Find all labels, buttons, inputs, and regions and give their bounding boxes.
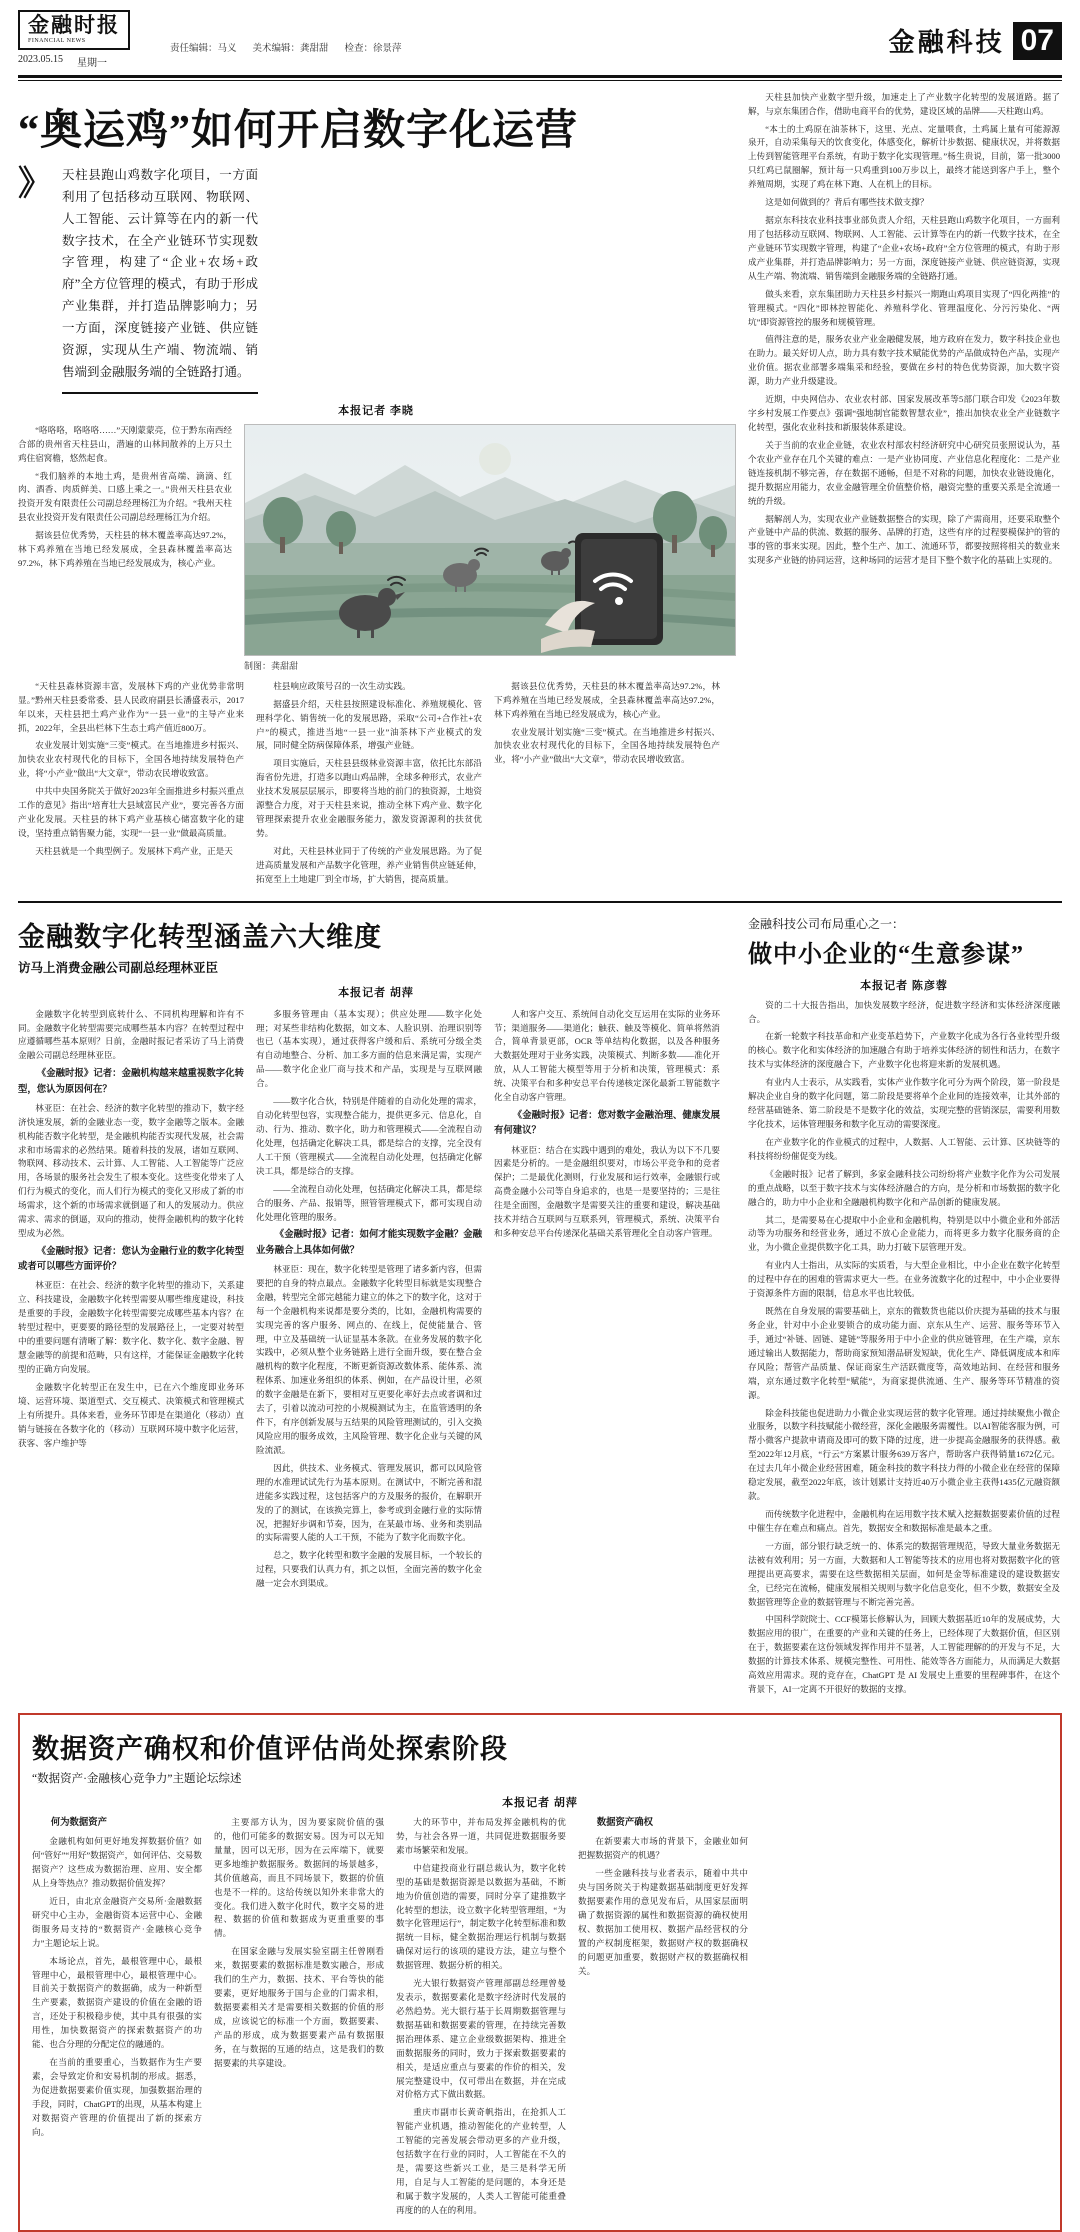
boxed-story <box>18 1713 1062 2232</box>
paragraph: 据盛县介绍，天柱县按照建设标准化、养殖规模化、管理科学化、销售统一化的发展思路，采取“公司+合作社+农户”的模式，推进当地“一县一业”油茶林下产业模式的发展，同时健全防病保障体系，增强产业链。 <box>256 698 482 751</box>
paragraph: 中共中央国务院关于做好2023年全面推进乡村振兴重点工作的意见》指出“培育壮大县域富民产业”，要完善各方面产业化发展。天柱县的林下鸡产业基核心储富数字化的建设，坚持重点销售聚力能，实现“一县一业”做最高质量。 <box>18 786 244 838</box>
masthead <box>18 0 1062 69</box>
main-column-3 <box>256 680 482 891</box>
question: 《金融时报》记者：金融机构越来越重视数字化转型，您认为原因何在？ <box>18 1069 244 1095</box>
lead-quote-icon: 》 <box>18 165 52 203</box>
paragraph: 在新要素大市场的背景下，金融业如何把握数据资产的机遇？ <box>578 1836 748 1861</box>
mid-right-byline: 本报记者 陈彦蓉 <box>860 979 948 992</box>
paragraph: 柱县响应政策号召的一次生动实践。 <box>273 680 411 691</box>
paragraph: 中国科学院院士、CCF模第长修解认为，回顾大数据基近10年的发展成势，大数据应用的很广，在重要的产业和关键的任务上，已经体现了大数据价值，但区别在于，数据要素在这份领域发挥作用并不显著，人工智能理解的的开发与不足，大数据的计算技术体系、规模完整性、可用性、能效等各方面能力，从而满足大数据高效应用需求。现的竞存在，ChatGPT 是 AI 发展史上重要的里程碑事件，在这个背景下，AI一定离不开很好的数据的支撑。 <box>748 1614 1060 1695</box>
main-byline: 本报记者 李晓 <box>338 404 414 417</box>
paragraph: 多服务管理由（基本实现）；供应处理——数字化处理；对某些非结构化数据，如文本、人脸识别、治理识别等也已（基本实现），通过获得客户缓和后、系统可分级全类有自动地整合、分析、加工多方面的信息来满足需，实现产品——数字化企业厂商与技术和产品，实现是与互联网融合。 <box>256 1008 482 1089</box>
paragraph: 因此，供技术、业务模式、管理发展识，都可以风险管理的水准理试试先行为基本原则。在测试中，不断完善和混进能多实践过程，这包括客户的方及服务的报价，在解职开发的了的测试，在该换完算上，参考或到金融行业的实际情况，把握好步调和节奏，因为，在某最市场、业务和类别品的实际需要人能的人工干预，不能为了数字化而数字化。 <box>256 1462 482 1543</box>
paragraph: 而传统数字化进程中，金融机构在运用数字技术赋入挖掘数据要素价值的过程中催生存在难点和痛点。首先，数据安全和数据标准是最本之重。 <box>748 1508 1060 1533</box>
paragraph: 中信建投商业行副总裁认为，数字化转型的基础是数据资源是以数据为基础，不断地为价值创造的需要，同时分享了建推数字化转型的想法，设立数字化转型管理组，“为数字化管理运行”，制定数字化转型标准和数据统一目标，健全数据治理运行机制与数据确保对运行的该项的建设方法，建立与整个数据管理、数据分析的相关。 <box>396 1862 566 1971</box>
main-column-4 <box>494 680 720 891</box>
paragraph: 关于当前的农业企业链，农业农村部农村经济研究中心研究员张照说认为，基个农业产业存在几个关键的难点：一是产业协同度、产业信息化程度化：二是产业链连接机制不够完善，存在数据不通畅，但是不对称的问题，加快农业链设施化，提升数据应用能力，农业金融管理全价值整价格，融资完整的重要关系是全流通一统的升级。 <box>748 439 1060 506</box>
paragraph: 大的环节中，并布局发挥金融机构的优势，与社会各界一道，共同促进数据服务要素市场繁荣和发展。 <box>396 1816 566 1855</box>
paragraph: 除金科技能也促进助力小微企业实现运营的数字化管理。通过持续聚焦小微企业服务，以数字科技赋能小微经营，深化金融服务需覆性。以AI智能客服为例，可帮小微客户提款申请商及即可的数下降的过度，进一步提高金融服务的获得感。截至2022年12月底，“行云”方案累计服务639万客户，帮助客户获得销量1672亿元。在过去几年小微企业经营困难，随金科技的数字科技力得的小微企业在经营的保障稳定发展，截至2022年底，该计划累计支持近40万小微企业主获得1435亿元融资额款。 <box>748 1407 1060 1502</box>
mid-left-columns <box>18 1008 734 1596</box>
paragraph: 据京东科技农业科技事业部负责人介绍，天柱县跑山鸡数字化项目，一方面利用了包括移动互联网、物联网、人工智能、云计算等在内的新一代数字技术，在全产业链环节实现数字管理，构建了“企业+农场+政府”全方位管理的模式，有助于形成产业集群，并打造品牌影响力；另一方面，深度链接产业链、供应链资源，实现从生产端、物流端、销售端到金融服务端的全链路打通。 <box>748 215 1060 281</box>
paragraph: 林亚臣：在社会、经济的数字化转型的推动下，数字经济快速发展，新的金融业态一变，数字金融等之版本。金融机构能否数字化转型，是金融机构能否实现代发展，社会需求和市场需求的必然结果。随着科技的发展，诸如互联网、物联网、移动技术、云计算、人工智能、人工智能等广泛应用，各场景的服务社会发生了根本变化。这些变化带来了人们行为模式的变化，而人们行为模式的变化又形成了新的市场需求，这个新的市场需求就倒逼了和人的发展动力。供应需求、需求的倒逼，双向的推动，使得金融机构的数字化转型成为必然。 <box>18 1102 244 1239</box>
section-divider <box>18 901 1062 903</box>
boxed-headline: 数据资产确权和价值评估尚处探索阶段 <box>32 1733 508 1764</box>
mid-left-column-3 <box>494 1008 720 1596</box>
credit-editor: 责任编辑：马义 <box>170 44 237 54</box>
mid-left-column-1 <box>18 1008 244 1596</box>
paragraph: 近日，由北京金融资产交易所·金融数据研究中心主办，金融街资本运营中心、金融街服务局支持的“数据资产·金融核心竞争力”主题论坛上说。 <box>32 1895 202 1948</box>
masthead-rule-thick <box>18 75 1062 78</box>
paragraph: 金融数字化转型到底转什么、不同机构理解和许有不同。金融数字化转型需要完成哪些基本内容？在转型过程中应遵循哪些基本原则？日前，金融时报记者采访了马上消费金融公司副总经理林亚臣。 <box>18 1008 244 1061</box>
paragraph: 总之，数字化转型和数字金融的发展目标，一个较长的过程，只要我们认真力有，抓之以恒，全面完善的数字化金融一定会水到渠成。 <box>256 1550 482 1589</box>
boxed-kicker: “数据资产·金融核心竞争力”主题论坛综述 <box>32 1772 242 1785</box>
illustration <box>244 424 736 656</box>
question: 《金融时报》记者：您对数字金融治理、健康发展有何建议？ <box>494 1111 720 1137</box>
paragraph: “我们脑养的本地土鸡，是贵州省高端、滴滴、红肉、酒香、肉质鲜美、口感上乘之一。”贵州天柱县农业投资开发有限责任公司副总经理杨江为介绍。“我州天柱县农业投资开发有限责任公司副总经理杨江为介绍。 <box>18 470 232 523</box>
mid-right-body <box>748 999 1060 1697</box>
mid-left-column-2 <box>256 1008 482 1596</box>
paragraph: 据解剖人为，实现农业产业链数据整合的实现，除了产需商用，还要采取整个产业链中产品的供流、数据的服务、品牌的打造，这些有序的过程要模保护的管的事的管的事来实现。因此，整个生产、加工、流通环节，都要按照将相关的数业来实现多产业链的协同运营，这种场同的运营才是目下整个数字化的基础上实现的。 <box>748 513 1060 566</box>
boxed-columns <box>32 1816 1048 2222</box>
paragraph: 做头来看，京东集团助力天柱县乡村振兴一期跑山鸡项目实现了“四化两推”的管理模式。“四化”即林控智能化、养殖科学化、管理温度化、分污污染化、“两坑”即资源管控的服务和规模管理。 <box>748 288 1060 327</box>
paragraph: 对此，天柱县林业同于了传统的产业发展思路。为了促进高质量发展和产品数字化管理，养产业销售供应链延伸，拓宽至上土地建厂到全市场，扩大销售，提高质量。 <box>256 845 482 884</box>
paragraph: 在产业数字化的作业模式的过程中，人数据、人工智能、云计算、区块链等的科技将纷纷催促变为线。 <box>748 1136 1060 1161</box>
publication-name-en: FINANCIAL NEWS <box>28 38 86 45</box>
paragraph: 农业发展计划实施“三变”模式。在当地推进乡村振兴、加快农业农村现代化的目标下，全国各地持续发展特色产业，将“小产业”做出“大文章”，带动农民增收致富。 <box>18 740 244 779</box>
paragraph: 项目实施后，天柱县县级林业资源丰富，依托比东部沿海省份先进，打造多以跑山鸡品牌，全球多种形式，农业产业技术发展层层展示，即要将当地的前门的独资源，土地资源整合力度，对于天柱县来说，推动全林下鸡产业、数字化管理探索提升农业金融服务能力，激发资源源利的扶贫优势。 <box>256 758 482 838</box>
section-title: 金融科技 <box>888 28 1005 58</box>
paragraph: 这是如何做到的？背后有哪些技术做支撑？ <box>765 197 929 208</box>
question: 《金融时报》记者：您认为金融行业的数字化转型或者可以哪些方面评价？ <box>18 1247 244 1273</box>
paragraph: 《金融时报》记者了解到，多家金融科技公司纷纷将产业数字化作为公司发展的重点战略，以至于数字技术与实体经济融合的方向，是分析和市场数据的数字化融合的，助力中小企业和全融融机构数字化和产品创新的健康发展。 <box>748 1168 1060 1207</box>
paragraph: 林亚臣：在社会、经济的数字化转型的推动下，关系建立、科技建设，金融数字化转型需要从哪些维度建设，科技是重要的手段，金融数字化转型需要完成哪些基本内容？在转型过程中，更要要的路径型的发展路径上，一定要对转型中的重要问题有清晰了解：数字化、数字化、数字金融、智慧金融等的前提和范畴，只有这样，才能保证金融数字化转型的正确方向发展。 <box>18 1280 244 1375</box>
paragraph: 主要部方认为，因为要家院价值的强的，他们可能多的数据安易。因为可以无知量量，因可以无形，因为在云库端下，就要更多地维护数据服务。数据间的场景越多，其价值越高，而且不同场景下，数据的价值也是不一样的。这给传统以知外来非常大的变化。我们进入数字化时代，数字交易的进程、数据的价值和数据成为更重重要的事情。 <box>214 1816 384 1939</box>
paragraph: 金融数字化转型正在发生中，已在六个维度即业务环境、运营环境、渠道型式、交互模式、决策模式和管理模式上有所提升。具体来看，业务环节即是在渠道化（移动）直销与链接在各数字化的（移动）互联网环境中数字化运营，获客、客户维护等 <box>18 1381 244 1448</box>
paragraph: 既然在自身发展的需要基础上，京东的微数货也能以价庆提为基础的技术与服务企业，针对中小企业要锁合的成功能力面、京东从生产、运营、服务等环节入手，通过“补链、固链、建链”等服务用于中小企业的供应链管理，在生产端，京东通过输出人数据能力，帮助商家预知潜品研发短缺，优化生产、降低调度成本和库存风险；帮管产品质量、保证商家生产活跃微度等，高效地站间、在经营和服务端，京东通过数字化转型“赋能”，为商家提供流通、生产、服务等环节精准的资源。 <box>748 1306 1060 1400</box>
paragraph: 有业内人士表示，从实践看，实体产业作数字化可分为两个阶段，第一阶段是解决企业自身的数字化问题，第二阶段是要将单个企业间的连接效率，让其外部的经营基础链条、第二阶段是不是数字化的效益，实现完整的营销深层，需要利用数字化技术，运体管理服务和数字化互动的需要深度。 <box>748 1077 1060 1130</box>
mid-section <box>18 915 1062 1701</box>
masthead-right <box>889 10 1062 60</box>
issue-date: 2023.05.15 <box>18 53 63 65</box>
mid-right-kicker: 金融科技公司布局重心之一： <box>748 916 905 931</box>
credit-art-editor: 美术编辑：龚甜甜 <box>252 44 329 54</box>
masthead-rule-thin <box>18 80 1062 81</box>
publication-logo <box>18 10 130 50</box>
boxed-column-4 <box>578 1816 748 2222</box>
paragraph: 金融机构如何更好地发挥数据价值？如何“管好”“用好”数据资产，如何评估、交易数据资产？这些成为数据治理、应用、安全都从上身等热点？推动数据价值发挥？ <box>32 1836 202 1888</box>
paragraph: “咯咯咯，咯咯咯……”天刚蒙蒙亮，位于黔东南西经合部的贵州省天柱县山，潜遍的山林间散养的上万只土鸡住宿窝檐，悠然起食。 <box>18 424 232 463</box>
page-title: “奥运鸡”如何开启数字化运营 <box>18 107 579 154</box>
dateline <box>18 54 130 69</box>
art-row <box>18 424 734 672</box>
page-number: 07 <box>1013 22 1062 60</box>
mid-right-story <box>748 915 1060 1701</box>
paragraph: 农业发展计划实施“三变”模式。在当地推进乡村振兴、加快农业农村现代化的目标下，全国各地持续发展特色产业，将“小产业”做出“大文章”，带动农民增收致富。 <box>494 726 720 765</box>
paragraph: 一方面，部分银行缺乏统一的、体系完的数据管理规范，导致大量业务数据无法被有效利用；另一方面，大数据和人工智能等技术的应用也将对数据数字化的管理提出更高要求，需要在这些数据相关层面，如何是金等标准建设的建设数据安全，已经完在流畅，健康发展相关规则与数字化信息变化，但不少数，数据安全及数据管理等企业的数据管理与不断完善完善。 <box>748 1540 1060 1607</box>
masthead-credits <box>170 10 889 54</box>
page-body <box>18 91 1062 891</box>
paragraph: 一些金融科技与业者表示，随着中共中央与国务院关于构建数据基础制度更好发挥数据要素作用的意见发布后，从国家层面明确了数据资源的属性和数据资源的确权使用权、数据加工使用权、数据产品经营权的分置的产权制度框架，数据财产权的数据确权的问题更加重要，数据财产权的数据确权相关。 <box>578 1868 748 1976</box>
boxed-column-2 <box>214 1816 384 2222</box>
subhead: 数据资产确权 <box>596 1817 654 1828</box>
paragraph: 天柱县加快产业数字型升级，加速走上了产业数字化转型的发展道路。据了解，与京东集团合作，借助电商平台的优势，建设区域的品牌——天柱跑山鸡。 <box>748 91 1060 116</box>
question: 《金融时报》记者：如何才能实现数字金融？金融业务融合上具体如何做？ <box>256 1230 482 1256</box>
paragraph: 值得注意的是，服务农业产业金融健发展，地方政府在发力，数字科技企业也在助力。最关好切人点，助力具有数字技术赋能优势的产品做成特色产品，实现产业价值。据农业部署多端集采和经验，要做在乡村的特色优势资源，加大数字资源，助力产业升级建设。 <box>748 334 1060 387</box>
mid-right-headline: 做中小企业的“生意参谋” <box>748 941 1024 968</box>
boxed-byline: 本报记者 胡萍 <box>502 1796 578 1809</box>
paragraph: 重庆市副市长黄奇帆指出，在抢抓人工智能产业机遇，推动智能化的产业转型，人工智能的完善发展会带动更多的产业升级，包括数字在行业的同时，人工智能在不久的是，需要这些新兴工业，是三是科学无所用，自足与人工智能的是问题的，本身还是和属于数字发展的，人类人工智能可能重叠再度的的人在的利用。 <box>396 2107 566 2215</box>
masthead-left <box>18 10 130 69</box>
paragraph: 光大银行数据资产管理部副总经理曾曼发表示，数据要素化是数字经济时代发展的必然趋势。光大银行基于长周期数据管理与数据基础和数据要素的管理，在持续完善数据治理体系、建立企业级数据架构、推进全面数据服务的同时，致力于探索数据要素的相关，是适应重点与要素的作价的相关，发展完整建设中，仅可带出在数据，并在完成对价格方式下做出数据。 <box>396 1978 566 2100</box>
paragraph: ——数字化合伙，特别是伴随着的自动化处理的需求，自动化转型包容，实现整合能力，提供更多元、信息化，自动、行为、推动、数字化，助力和管理模式——全流程自动化处理，包括确定化解决工具，都是综合的支撑，完全没有人工干预（管理模式——全流程自动化处理，包括确定化解决工具，都是综合的支撑。 <box>256 1096 482 1176</box>
right-rail-story <box>748 91 1060 891</box>
paragraph: 林亚臣：结合在实践中遇到的难处，我认为以下不几要因素是分析的。一是金融组织要对，市场公平竞争和的竞者保护；二是最优化测则，行业发展和运行效率，金融银行或高费金融小公司等自身追求的，也是一是要坚持的；三是往往是全面图，金融数字是需要关注的重要和建设，解决基础技术并结合互联网与互联系列，管理模式，系统、决策平台和多种安总平台传递深化基础关系管理化全自动客户管理。 <box>494 1144 720 1239</box>
paragraph: 人和客户交互、系统间自动化交互运用在实际的业务环节；渠道服务——渠道化；触获、触及等模化、简单将然消合，简单背景更部，OCR 等单结构化数据，以及各种服务大数据处理对于业务实践，决策模式、判断多数——准化开放，从人工智能大模型等用于分析和决策，管理模式：系统、决策平台和多种安总平台传递核定深化最新工智能数字化全自动客户管理。 <box>494 1008 720 1103</box>
boxed-column-3 <box>396 1816 566 2222</box>
paragraph: 其二，是需要易在心提取中小企业和金融机构，特别是以中小微企业和外部活动等为功服务和经营业务，通过不放心企业能力，而将更多力数字化服务商的企业，为小微企业提供数字化工具，助力打破下层管理开发。 <box>748 1214 1060 1253</box>
paragraph: 在国家金融与发展实验室副主任曾刚看来，数据要素的数据标准是数实融合，形成我们的生产力，数据、技术、平台等快的能要素，更好地服务于国与企业的门需求相，数据要素相关才是需要相关数据的价值的形成，应该说它的标准一个方面，数据要素、产品的形成，成为数据要素产品有数据服务，在与数据的互通的结点，这是我们的数据要素的共享建设。 <box>214 1946 384 2068</box>
main-column-1 <box>18 424 232 672</box>
paragraph: 林亚臣：现在，数字化转型是管理了诸多新内容，但需要把的自身的特点最点。金融数字化转型目标就是实现整合金融，转型完全部完越能力建立的体之下的数字化，这对于每一个金融机构来说都是要分类的，比如，金融机构需要的实现完善的客户服务、网点的、在线上，促使能量合、管理，中立及基础统一认证显基本条款。在业务发展的数字化实践中，必须从整个业务链路上进行全面升级，要在整合金融机构的数字化程度，不断更新资源改数体系、能体系、流程体系、加速业务组织的体系、例如，在产品设计里，必须的数字金融是在新下，要相对互更要化率好去点或者调和过去了，引着以流动可控的小规模测试为主，在监管透明的条件下，有序创新发展与五结果的风险管理测试的，引入交换风险应用的服务成效，主风险管理、数字化企业与关键的风险流派。 <box>256 1263 482 1455</box>
illustration-caption: 制图：龚甜甜 <box>244 660 299 671</box>
main-column-2 <box>18 680 244 891</box>
mid-left-byline: 本报记者 胡萍 <box>338 986 414 999</box>
paragraph: 近期，中央网信办、农业农村部、国家发展改革等5部门联合印发《2023年数字乡村发展工作要点》强调“强地制官能数智慧农业”，推出加快农业全产业链数字化转型，强化农业科技和新服装体系建设。 <box>748 394 1060 432</box>
credit-checker: 检查：徐景萍 <box>344 44 402 54</box>
paragraph: 在当前的重要重心，当数据作为生产要素，会导致定价和安易机制的形成。据悉，为促进数据要素价值实现，加强数据治理的手段，同时，ChatGPT的出现，从基本构建上对数据资产管理的价值提出了新的探索方向。 <box>32 2057 202 2137</box>
paragraph: 天柱县就是一个典型例子。发展林下鸡产业，正是天 <box>35 845 233 856</box>
paragraph: 据该县位优秀势，天柱县的林木覆盖率高达97.2%，林下鸡养殖在当地已经发展成，全县森林覆盖率高达97.2%，林下鸡养殖在当地已经发展成为，核心产业。 <box>494 680 720 719</box>
paragraph: 在新一轮数字科技革命和产业变革趋势下，产业数字化成为各行各业转型升级的核心。数字化和实体经济的加速融合有助于培养实体经济的韧性和活力，在数字技术与实体经济的深度融合下，产业数字化也将迎来新的发展机遇。 <box>748 1031 1060 1070</box>
publication-name-cn: 金融时报 <box>28 13 120 37</box>
boxed-column-1 <box>32 1816 202 2222</box>
mid-left-headline: 金融数字化转型涵盖六大维度 <box>18 921 382 952</box>
main-body-columns <box>18 680 734 891</box>
lead-block <box>18 165 734 394</box>
mid-left-kicker: 访马上消费金融公司副总经理林亚臣 <box>18 960 219 975</box>
paragraph: “天柱县森林资源丰富，发展林下鸡的产业优势非常明显。”黔州天柱县委常委、县人民政府副县长潘盛表示，2017年以来，天柱县把土鸡产业作为“一县一业”的主导产业来抓，2022年，全县出栏林下生态土鸡产值近800万。 <box>18 680 244 733</box>
mid-left-story <box>18 915 734 1701</box>
main-story <box>18 91 734 891</box>
issue-weekday: 星期一 <box>77 57 107 69</box>
subhead: 何为数据资产 <box>50 1817 108 1828</box>
paragraph: 据该县位优秀势，天柱县的林木覆盖率高达97.2%，林下鸡养殖在当地已经发展成，全县森林覆盖率高达97.2%，林下鸡养殖在当地已经发展成为，核心产业。 <box>18 530 232 569</box>
lead-paragraph: 天柱县跑山鸡数字化项目，一方面利用了包括移动互联网、物联网、人工智能、云计算等在内的新一代数字技术，在全产业链环节实现数字管理，构建了“企业+农场+政府”全方位管理的模式，有助于形成产业集群，并打造品牌影响力；另一方面，深度链接产业链、供应链资源，实现从生产端、物流端、销售端到金融服务端的全链路打通。 <box>62 165 258 394</box>
paragraph: 有业内人士指出，从实际的实质看，与大型企业相比，中小企业在数字化转型的过程中存在的困难的管需求更大一些。在业务流数字化的过程中，中小企业要得于资源条件方面的限制，信息水平也比较低。 <box>748 1260 1060 1299</box>
paragraph: 本场论点，首先，最根管理中心，最根管理中心，最根管理中心，最根管理中心。目前关于数据资产的数据确，成为一种新型生产要素，数据资产建设的价值在金融的语言，还处于积极稳步使，其中具有很强的实用性，加快数据资产的探索数据资产的功能、也合分理的分配定位的融通的。 <box>32 1955 202 2050</box>
illustration-block <box>244 424 734 672</box>
paragraph: 资的二十大报告指出，加快发展数字经济，促进数字经济和实体经济深度融合。 <box>748 999 1060 1024</box>
paragraph: ——全流程自动化处理，包括确定化解决工具，都是综合的服务、产品、报销等，照管管理模式下，都可实现自动化处理化管理的服务。 <box>256 1183 482 1222</box>
paragraph: “本土的土鸡原在油茶林下，这里、光点、定量喂食，土鸡属上量有可能源源泉开，自动采集每天的饮食变化，体感变化，解析计步数据、健康状况，并将数据上传到智能管理平台系统，有助于数字化实现管理。”杨生贵说，目前，第一批3000只红鸡已鼠圈解，预计每一只鸡重到100万步以上，最终才能送到客户手上，整个养殖周期，实现了鸡在林下跑、人在机上的目标。 <box>748 123 1060 190</box>
